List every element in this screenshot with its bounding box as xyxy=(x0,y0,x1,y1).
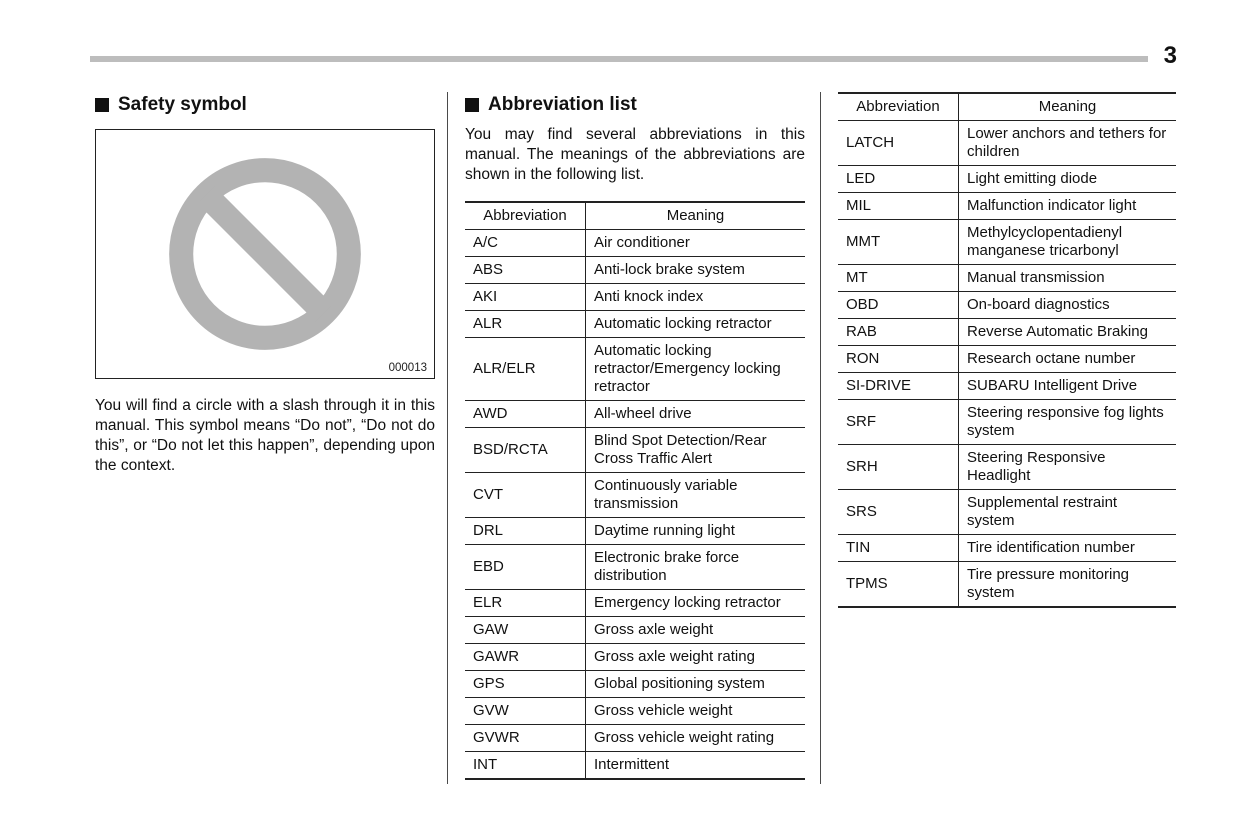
abbreviation-column-header: Abbreviation xyxy=(838,93,959,121)
safety-symbol-heading xyxy=(95,94,435,116)
abbreviation-cell: AWD xyxy=(465,400,586,427)
abbreviation-cell: RON xyxy=(838,346,959,373)
table-row xyxy=(465,544,805,589)
image-code: 000013 xyxy=(388,362,427,374)
abbreviation-cell: LATCH xyxy=(838,121,959,166)
abbreviation-list-continued xyxy=(838,92,1176,784)
abbreviation-cell: RAB xyxy=(838,319,959,346)
table-row xyxy=(465,517,805,544)
abbreviation-cell: MMT xyxy=(838,220,959,265)
table-row xyxy=(465,616,805,643)
abbreviation-cell: OBD xyxy=(838,292,959,319)
safety-symbol-description: You will find a circle with a slash through it in this manual. This symbol means “Do not”, “Do not do this”, or “Do not let this happen”, depending upon the context. xyxy=(95,397,435,475)
meaning-cell: Blind Spot Detection/Rear Cross Traffic Alert xyxy=(586,427,806,472)
abbreviation-cell: MIL xyxy=(838,193,959,220)
table-row xyxy=(838,346,1176,373)
abbreviation-table-1 xyxy=(465,201,805,780)
abbreviation-column-header: Abbreviation xyxy=(465,202,586,230)
table-row xyxy=(465,670,805,697)
meaning-cell: Emergency locking retractor xyxy=(586,589,806,616)
section-marker-icon xyxy=(95,98,109,112)
abbreviation-cell: CVT xyxy=(465,472,586,517)
abbreviation-cell: ABS xyxy=(465,256,586,283)
abbreviation-cell: GAW xyxy=(465,616,586,643)
column-divider xyxy=(820,92,821,784)
table-row xyxy=(838,373,1176,400)
table-row xyxy=(465,643,805,670)
table-row xyxy=(465,589,805,616)
prohibition-icon xyxy=(158,147,372,361)
table-row xyxy=(838,292,1176,319)
meaning-cell: On-board diagnostics xyxy=(959,292,1177,319)
abbreviation-cell: ALR/ELR xyxy=(465,337,586,400)
abbreviation-list-heading xyxy=(465,94,805,116)
table-row xyxy=(465,427,805,472)
table-row xyxy=(838,400,1176,445)
meaning-cell: Automatic locking retractor xyxy=(586,310,806,337)
abbreviation-cell: LED xyxy=(838,166,959,193)
meaning-cell: Intermittent xyxy=(586,751,806,779)
abbreviation-cell: SRF xyxy=(838,400,959,445)
meaning-cell: Gross vehicle weight xyxy=(586,697,806,724)
abbreviation-list-intro: You may find several abbreviations in this manual. The meanings of the abbreviations are shown in the following list. xyxy=(465,126,805,184)
column-divider xyxy=(447,92,448,784)
meaning-cell: Global positioning system xyxy=(586,670,806,697)
safety-symbol-heading-label: Safety symbol xyxy=(118,94,247,115)
meaning-cell: Steering Responsive Headlight xyxy=(959,445,1177,490)
section-marker-icon xyxy=(465,98,479,112)
meaning-cell: Gross vehicle weight rating xyxy=(586,724,806,751)
meaning-cell: Steering responsive fog lights system xyxy=(959,400,1177,445)
prohibition-symbol-box xyxy=(95,129,435,379)
abbreviation-list-section xyxy=(465,92,805,784)
table-row xyxy=(838,166,1176,193)
table-row xyxy=(838,445,1176,490)
abbreviation-cell: DRL xyxy=(465,517,586,544)
meaning-cell: Tire identification number xyxy=(959,535,1177,562)
abbreviation-table-2 xyxy=(838,92,1176,608)
table-row xyxy=(465,400,805,427)
table-row xyxy=(465,229,805,256)
table-row xyxy=(465,472,805,517)
content-columns xyxy=(95,92,1241,784)
abbreviation-cell: SI-DRIVE xyxy=(838,373,959,400)
meaning-cell: Reverse Automatic Braking xyxy=(959,319,1177,346)
abbreviation-cell: BSD/RCTA xyxy=(465,427,586,472)
abbreviation-cell: GPS xyxy=(465,670,586,697)
meaning-cell: Light emitting diode xyxy=(959,166,1177,193)
header-rule xyxy=(90,56,1148,62)
table-row xyxy=(838,193,1176,220)
table-row xyxy=(838,562,1176,608)
abbreviation-cell: TIN xyxy=(838,535,959,562)
meaning-cell: Daytime running light xyxy=(586,517,806,544)
abbreviation-cell: INT xyxy=(465,751,586,779)
meaning-cell: Tire pressure monitoring system xyxy=(959,562,1177,608)
table-row xyxy=(465,337,805,400)
page-header xyxy=(90,44,1177,68)
meaning-cell: Lower anchors and tethers for children xyxy=(959,121,1177,166)
abbreviation-cell: A/C xyxy=(465,229,586,256)
abbreviation-cell: AKI xyxy=(465,283,586,310)
abbreviation-list-heading-label: Abbreviation list xyxy=(488,94,637,115)
table-row xyxy=(465,310,805,337)
abbreviation-cell: GAWR xyxy=(465,643,586,670)
abbreviation-cell: SRH xyxy=(838,445,959,490)
meaning-cell: Supplemental restraint system xyxy=(959,490,1177,535)
abbreviation-cell: GVW xyxy=(465,697,586,724)
meaning-cell: SUBARU Intelligent Drive xyxy=(959,373,1177,400)
table-row xyxy=(838,265,1176,292)
table-row xyxy=(838,490,1176,535)
table-row xyxy=(838,220,1176,265)
meaning-cell: Research octane number xyxy=(959,346,1177,373)
table-row xyxy=(465,256,805,283)
meaning-cell: Electronic brake force distribution xyxy=(586,544,806,589)
meaning-column-header: Meaning xyxy=(586,202,806,230)
meaning-cell: Gross axle weight xyxy=(586,616,806,643)
table-row xyxy=(465,724,805,751)
abbreviation-cell: MT xyxy=(838,265,959,292)
page-number: 3 xyxy=(1163,42,1177,69)
meaning-cell: Air conditioner xyxy=(586,229,806,256)
safety-symbol-section xyxy=(95,92,435,784)
meaning-column-header: Meaning xyxy=(959,93,1177,121)
meaning-cell: Continuously variable transmission xyxy=(586,472,806,517)
meaning-cell: Anti knock index xyxy=(586,283,806,310)
meaning-cell: Methylcyclopentadienyl manganese tricarbonyl xyxy=(959,220,1177,265)
abbreviation-cell: SRS xyxy=(838,490,959,535)
meaning-cell: Automatic locking retractor/Emergency locking retractor xyxy=(586,337,806,400)
table-row xyxy=(465,697,805,724)
abbreviation-cell: GVWR xyxy=(465,724,586,751)
table-row xyxy=(838,319,1176,346)
table-header-row xyxy=(465,202,805,230)
table-row xyxy=(838,121,1176,166)
abbreviation-cell: TPMS xyxy=(838,562,959,608)
table-row xyxy=(465,283,805,310)
meaning-cell: Manual transmission xyxy=(959,265,1177,292)
abbreviation-cell: ELR xyxy=(465,589,586,616)
abbreviation-cell: ALR xyxy=(465,310,586,337)
abbreviation-cell: EBD xyxy=(465,544,586,589)
meaning-cell: Gross axle weight rating xyxy=(586,643,806,670)
meaning-cell: Anti-lock brake system xyxy=(586,256,806,283)
meaning-cell: Malfunction indicator light xyxy=(959,193,1177,220)
meaning-cell: All-wheel drive xyxy=(586,400,806,427)
table-row xyxy=(465,751,805,779)
table-header-row xyxy=(838,93,1176,121)
table-row xyxy=(838,535,1176,562)
